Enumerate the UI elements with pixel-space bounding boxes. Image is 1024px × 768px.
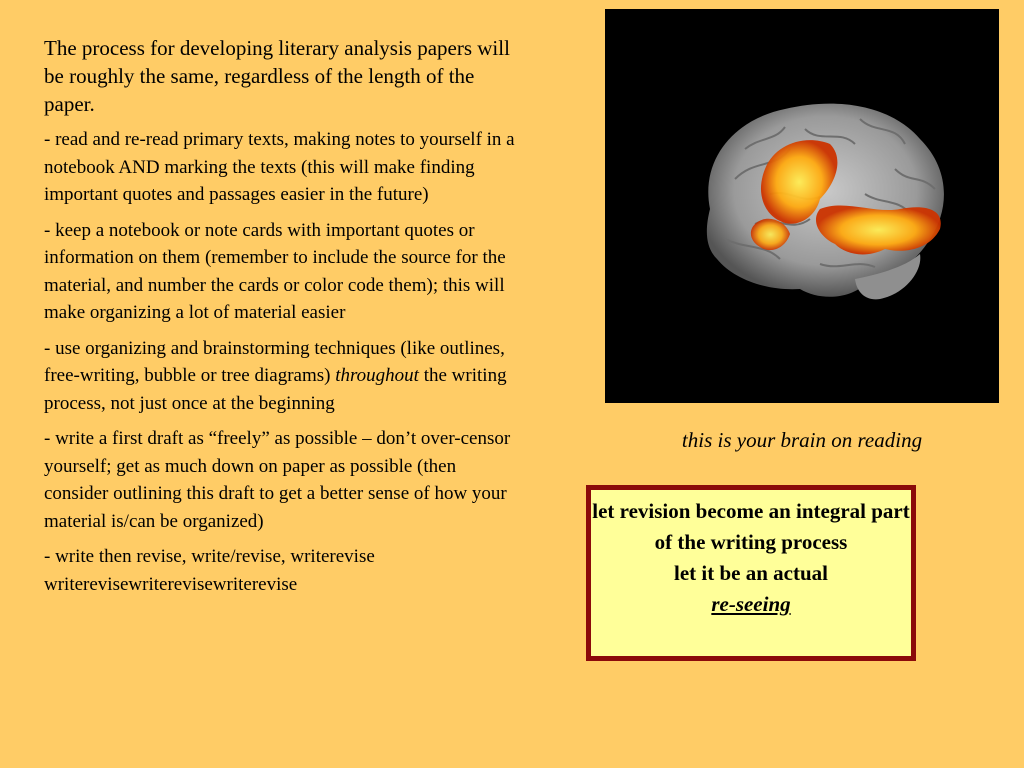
bullet-item: - read and re-read primary texts, making notes to yourself in a notebook AND marking the texts (this will make finding important quotes and passages easier in the future)	[44, 129, 515, 205]
bullet-item: - write then revise, write/revise, writerevise writerevisewriterevisewriterevise	[44, 546, 375, 595]
bullet-item: - keep a notebook or note cards with important quotes or information on them (remember to include the source for the material, and number the cards or color code them); this will make organizing a lot of material easier	[44, 219, 506, 323]
intro-paragraph: The process for developing literary analysis papers will be roughly the same, regardless of the length of the paper.	[44, 36, 510, 116]
image-caption: this is your brain on reading	[681, 428, 923, 452]
callout-line: let revision become an integral part of the writing process	[592, 499, 910, 554]
callout-line: let it be an actual	[674, 561, 828, 585]
brain-illustration	[605, 9, 999, 403]
bullet-item	[44, 335, 519, 418]
brain-scan-image	[605, 9, 999, 403]
callout-emphasis: re-seeing	[711, 592, 791, 616]
text-column	[44, 34, 519, 606]
bullet-text-start: - use organizing and brainstorming techniques (like outlines, free-writing, bubble or tree diagrams)	[44, 337, 505, 386]
revision-callout-box	[586, 485, 916, 661]
bullet-item: - write a first draft as “freely” as possible – don’t over-censor yourself; get as much down on paper as possible (then consider outlining this draft to get a better sense of how your material is/can be organized)	[44, 428, 511, 532]
bullet-text-end: the writing process, not just once at the beginning	[44, 365, 507, 414]
bullet-emphasis: throughout	[335, 365, 419, 386]
